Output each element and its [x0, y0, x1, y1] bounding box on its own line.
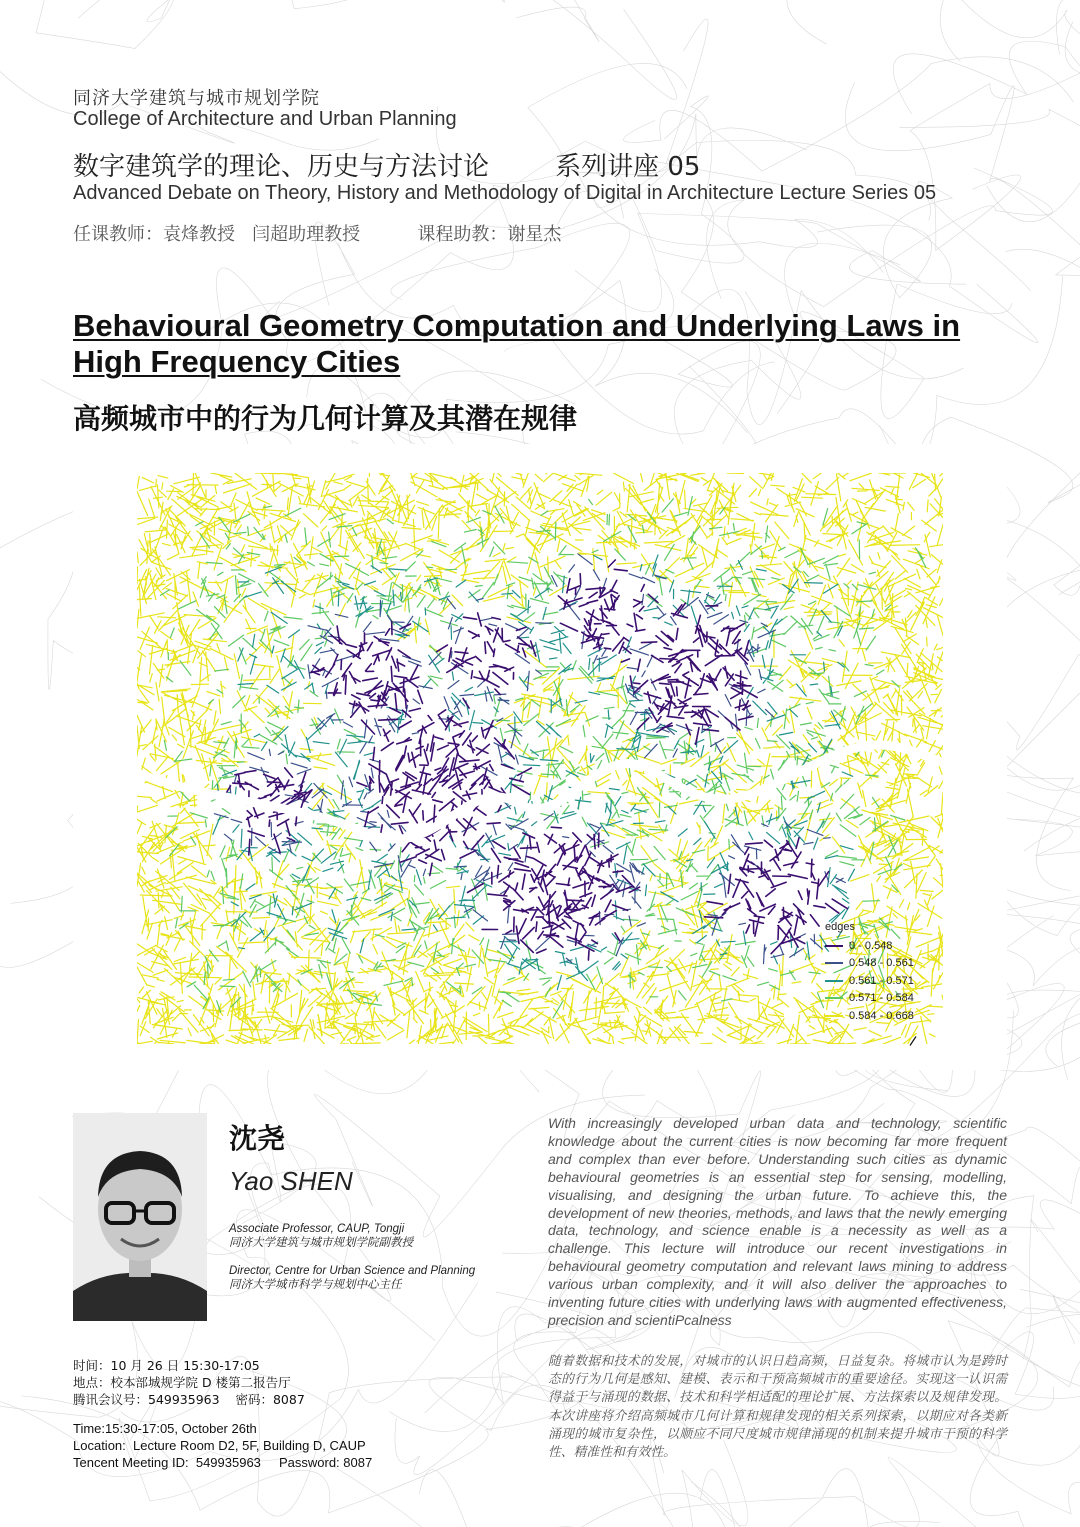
college-name-cn: 同济大学建筑与城市规划学院	[73, 88, 320, 109]
legend-swatch	[825, 945, 843, 947]
street-network-map	[137, 473, 943, 1044]
location-cn: 地点：校本部城规学院 D 楼第二报告厅	[73, 1375, 291, 1390]
legend-swatch	[825, 997, 843, 999]
legend-label: 0.561 - 0.571	[849, 974, 914, 987]
legend-label: 0.571 - 0.584	[849, 992, 914, 1005]
time-en: Time:15:30-17:05, October 26th	[73, 1421, 257, 1436]
abstract-cn: 随着数据和技术的发展，对城市的认识日趋高频，日益复杂。将城市认为是跨时态的行为几何是感知、建模、表示和干预高频城市的重要途径。实现这一认识需得益于与涌现的数据、技术和科学相适配的理论扩展、方法探索以及规律发现。本次讲座将介绍高频城市几何计算和规律发现的相关系列探索，以期应对各类新涌现的城市复杂性，以顺应不同尺度城市规律涌现的机制来提升城市干预的科学性、精准性和有效性。	[548, 1354, 1007, 1461]
college-name-en: College of Architecture and Urban Planning	[73, 108, 457, 130]
speaker-role-en: Associate Professor, CAUP, Tongji	[229, 1223, 405, 1235]
speaker-role2-cn: 同济大学城市科学与规划中心主任	[229, 1279, 402, 1291]
legend-label: 0.584 - 0.668	[849, 1009, 914, 1022]
legend-item	[825, 937, 945, 955]
speaker-role2-en: Director, Centre for Urban Science and Planning	[229, 1265, 476, 1277]
speaker-name-cn: 沈尧	[229, 1122, 286, 1155]
series-title-cn: 数字建筑学的理论、历史与方法讨论 系列讲座 05	[73, 152, 701, 182]
meeting-cn: 腾讯会议号：549935963 密码：8087	[73, 1392, 305, 1407]
legend-item	[825, 955, 945, 973]
north-arrow-icon	[909, 1036, 917, 1046]
legend-swatch	[825, 962, 843, 964]
portrait-image	[73, 1113, 207, 1321]
legend-label: 0.548 - 0.561	[849, 957, 914, 970]
legend-item	[825, 972, 945, 990]
legend-label: 0 - 0.548	[849, 939, 893, 952]
legend-swatch	[825, 980, 843, 982]
speaker-portrait	[73, 1113, 207, 1321]
abstract-en: With increasingly developed urban data and technology, scientific knowledge about the current cities is now becoming far more frequent and complex than ever before. Understanding such cities as dynamic behavioural geometries is an essential step for sensing, modelling, visualising, and designing the urban future. To achieve this, the development of new theories, methods, and laws that the newly emerging data, technology, and science enable is a necessity as well as a challenge. This lecture will introduce our recent investigations in behavioural geometry computation and relevant laws mining to address various urban complexity, and it will also deliver the approaches to inventing future cities with underlying laws with augmented effectiveness, precision and scientiPcalness	[548, 1115, 1007, 1328]
speaker-role-cn: 同济大学建筑与城市规划学院副教授	[229, 1237, 413, 1249]
location-en: Location: Lecture Room D2, 5F, Building D, CAUP	[73, 1438, 366, 1453]
legend-swatch	[825, 1015, 843, 1017]
course-teachers: 任课教师：袁烽教授 闫超助理教授 课程助教：谢星杰	[73, 224, 562, 245]
network-map-figure	[73, 444, 1007, 1070]
speaker-name-en: Yao SHEN	[229, 1166, 353, 1196]
lecture-title-cn: 高频城市中的行为几何计算及其潜在规律	[73, 402, 578, 435]
legend-item	[825, 990, 945, 1008]
lecture-title-en: Behavioural Geometry Computation and Underlying Laws in High Frequency Cities	[73, 308, 961, 379]
legend-item	[825, 1007, 945, 1025]
map-legend	[825, 921, 945, 1025]
legend-title: edges	[825, 921, 855, 933]
series-title-en: Advanced Debate on Theory, History and Methodology of Digital in Architecture Lecture Series 05	[73, 182, 937, 204]
meeting-en: Tencent Meeting ID: 549935963 Password: 8087	[73, 1455, 373, 1470]
time-cn: 时间：10 月 26 日 15:30-17:05	[73, 1358, 260, 1373]
